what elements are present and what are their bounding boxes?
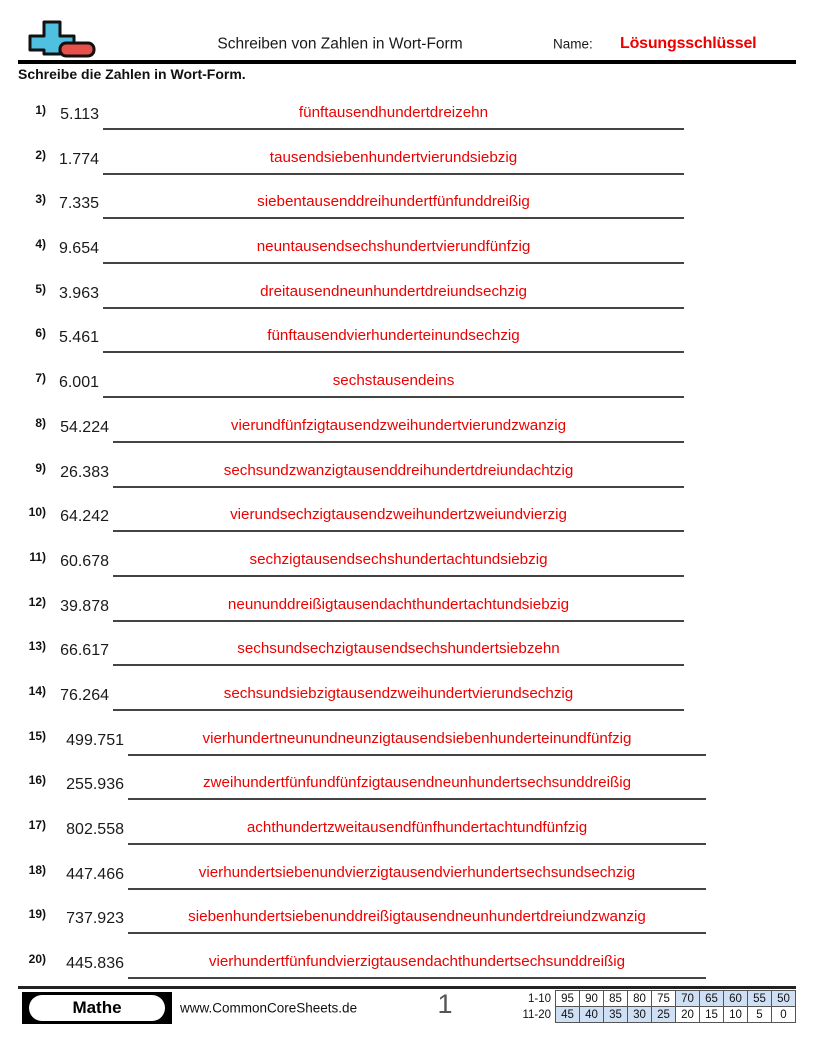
plus-minus-logo-icon xyxy=(18,20,104,60)
problem-index xyxy=(10,319,46,349)
answer-line[interactable] xyxy=(128,726,706,756)
problem-index xyxy=(10,677,46,707)
problem-index-label: 11) xyxy=(29,549,46,564)
answer-text: zweihundertfünfundfünfzigtausendneunhundertsechsunddreißig xyxy=(202,774,632,792)
answer-text: sechsundzwanzigtausenddreihundertdreiundachtzig xyxy=(223,461,574,479)
problem-number-value: 445.836 xyxy=(66,955,124,973)
subject-label: Mathe xyxy=(29,995,165,1021)
answer-text: sechzigtausendsechshundertachtundsiebzig xyxy=(249,550,548,568)
problem-row xyxy=(0,498,816,543)
score-cell: 25 xyxy=(651,1006,676,1023)
score-cell: 80 xyxy=(627,990,652,1007)
problem-index-label: 1) xyxy=(35,103,46,117)
score-cell: 45 xyxy=(555,1006,580,1023)
problem-index-label: 10) xyxy=(28,505,46,520)
answer-line[interactable] xyxy=(128,815,706,845)
answer-line[interactable] xyxy=(128,904,706,934)
problem-index xyxy=(10,96,46,126)
page-title: Schreiben von Zahlen in Wort-Form xyxy=(217,35,463,53)
problem-index-label: 20) xyxy=(28,952,46,967)
answer-line[interactable] xyxy=(113,592,684,622)
problem-row xyxy=(0,141,816,186)
answer-text: sechstausendeins xyxy=(332,372,455,390)
problem-index xyxy=(10,275,46,305)
problem-index xyxy=(10,588,46,618)
problem-number-value: 9.654 xyxy=(58,240,99,258)
problem-index xyxy=(10,856,46,886)
problem-index xyxy=(10,185,46,215)
answer-text: fünftausendhundertdreizehn xyxy=(298,104,489,121)
answer-line[interactable] xyxy=(113,681,684,711)
problem-index xyxy=(10,900,46,930)
answer-line[interactable] xyxy=(103,100,684,130)
problem-index xyxy=(10,454,46,484)
answer-text: vierhundertneunundneunzigtausendsiebenhunderteinundfünfzig xyxy=(202,729,632,747)
problem-index xyxy=(10,230,46,260)
score-cell: 70 xyxy=(675,990,700,1007)
answer-line[interactable] xyxy=(113,458,684,488)
problem-index xyxy=(10,722,46,752)
problem-number-value: 499.751 xyxy=(66,731,124,749)
score-cell: 35 xyxy=(603,1006,628,1023)
problem-number-value: 737.923 xyxy=(66,910,124,928)
problem-index-label: 6) xyxy=(35,326,46,341)
score-row-label: 11-20 xyxy=(522,1009,551,1021)
problem-index-label: 14) xyxy=(28,683,46,698)
answer-line[interactable] xyxy=(128,860,706,890)
answer-line[interactable] xyxy=(113,547,684,577)
problem-index-label: 9) xyxy=(35,460,46,475)
problem-index-label: 3) xyxy=(35,192,46,207)
problem-index-label: 8) xyxy=(35,415,46,430)
problem-number-value: 5.461 xyxy=(58,329,99,347)
problem-number-value: 255.936 xyxy=(66,776,124,794)
problem-index-label: 2) xyxy=(35,147,46,162)
problem-row xyxy=(0,722,816,767)
problem-number-value: 39.878 xyxy=(60,597,109,615)
problem-index-label: 4) xyxy=(35,237,46,252)
problem-row xyxy=(0,185,816,230)
answer-line[interactable] xyxy=(103,279,684,309)
page-number: 1 xyxy=(437,989,453,1019)
problem-row xyxy=(0,409,816,454)
score-cell: 20 xyxy=(675,1006,700,1023)
site-url: www.CommonCoreSheets.de xyxy=(180,1000,358,1016)
page-header xyxy=(0,0,816,68)
answer-text: neuntausendsechshundertvierundfünfzig xyxy=(256,238,531,256)
problem-index-label: 17) xyxy=(28,818,46,832)
problem-number-value: 66.617 xyxy=(60,642,109,660)
answer-line[interactable] xyxy=(113,502,684,532)
problem-number-value: 447.466 xyxy=(66,865,124,883)
answer-text: neununddreißigtausendachthundertachtundsiebzig xyxy=(227,595,570,613)
score-key-table xyxy=(510,991,796,1023)
problem-row xyxy=(0,230,816,275)
problem-row xyxy=(0,275,816,320)
score-cell: 75 xyxy=(651,990,676,1007)
page-footer xyxy=(0,986,816,1034)
problem-index-label: 7) xyxy=(35,371,46,386)
answer-line[interactable] xyxy=(103,323,684,353)
footer-divider xyxy=(18,986,796,989)
problem-index xyxy=(10,498,46,528)
problem-index xyxy=(10,632,46,662)
answer-line[interactable] xyxy=(103,189,684,219)
answer-line[interactable] xyxy=(128,770,706,800)
answer-text: achthundertzweitausendfünfhundertachtundfünfzig xyxy=(246,819,588,836)
score-cell: 95 xyxy=(555,990,580,1007)
problem-index xyxy=(10,811,46,841)
score-cell: 0 xyxy=(771,1006,796,1023)
problem-row xyxy=(0,632,816,677)
problem-row xyxy=(0,364,816,409)
score-cell: 10 xyxy=(723,1006,748,1023)
score-row xyxy=(510,1007,796,1023)
score-cell: 85 xyxy=(603,990,628,1007)
answer-text: siebenhundertsiebenunddreißigtausendneunhundertdreiundzwanzig xyxy=(188,908,646,926)
problem-index xyxy=(10,409,46,439)
score-cell: 60 xyxy=(723,990,748,1007)
subject-badge xyxy=(22,992,172,1024)
problem-index xyxy=(10,141,46,171)
problem-row xyxy=(0,588,816,633)
name-label: Name: xyxy=(553,36,593,52)
problem-index-label: 15) xyxy=(28,728,46,743)
problem-index-label: 18) xyxy=(28,862,46,877)
answer-text: vierundsechzigtausendzweihundertzweiundvierzig xyxy=(230,506,567,524)
problem-row xyxy=(0,543,816,588)
answer-text: siebentausenddreihundertfünfunddreißig xyxy=(257,193,530,211)
problem-number-value: 7.335 xyxy=(58,195,99,213)
answer-text: tausendsiebenhundertvierundsiebzig xyxy=(269,148,518,166)
answer-line[interactable] xyxy=(113,413,684,443)
header-divider xyxy=(18,60,796,64)
score-cell: 65 xyxy=(699,990,724,1007)
problem-index xyxy=(10,766,46,796)
problem-number-value: 64.242 xyxy=(60,508,109,526)
answer-text: sechsundsechzigtausendsechshundertsiebzehn xyxy=(237,640,560,658)
answer-line[interactable] xyxy=(103,234,684,264)
score-cell: 55 xyxy=(747,990,772,1007)
problem-row xyxy=(0,900,816,945)
answer-text: vierhundertfünfundvierzigtausendachthundertsechsunddreißig xyxy=(208,953,626,971)
problem-row xyxy=(0,811,816,856)
score-cell: 15 xyxy=(699,1006,724,1023)
score-cell: 90 xyxy=(579,990,604,1007)
problem-row xyxy=(0,766,816,811)
problem-number-value: 26.383 xyxy=(60,463,109,481)
problem-row xyxy=(0,319,816,364)
problem-row xyxy=(0,856,816,901)
score-cell: 30 xyxy=(627,1006,652,1023)
problem-number-value: 54.224 xyxy=(60,418,109,436)
problem-index-label: 5) xyxy=(35,281,46,296)
score-row xyxy=(510,991,796,1007)
instruction-text: Schreibe die Zahlen in Wort-Form. xyxy=(18,66,246,82)
problem-index-label: 13) xyxy=(28,639,46,654)
answer-text: sechsundsiebzigtausendzweihundertvierundsechzig xyxy=(223,684,574,702)
problem-number-value: 3.963 xyxy=(58,284,99,302)
answer-line[interactable] xyxy=(113,636,684,666)
problem-row xyxy=(0,677,816,722)
problem-index-label: 12) xyxy=(28,594,46,609)
problem-number-value: 802.558 xyxy=(66,821,124,838)
answer-line[interactable] xyxy=(103,145,684,175)
problem-number-value: 6.001 xyxy=(58,374,99,392)
problem-number-value: 76.264 xyxy=(60,686,109,704)
problem-number-value: 5.113 xyxy=(60,106,99,123)
problem-index xyxy=(10,543,46,573)
score-cell: 40 xyxy=(579,1006,604,1023)
problem-index xyxy=(10,945,46,975)
problem-row xyxy=(0,96,816,141)
answer-text: dreitausendneunhundertdreiundsechzig xyxy=(260,282,527,300)
problem-number-value: 60.678 xyxy=(60,552,109,570)
problem-list xyxy=(0,96,816,990)
problem-number-value: 1.774 xyxy=(58,150,99,168)
answer-key-label: Lösungsschlüssel xyxy=(620,35,757,52)
answer-text: vierhundertsiebenundvierzigtausendvierhundertsechsundsechzig xyxy=(198,863,636,881)
problem-row xyxy=(0,945,816,990)
score-row-label: 1-10 xyxy=(527,993,551,1005)
answer-line[interactable] xyxy=(128,949,706,979)
answer-line[interactable] xyxy=(103,368,684,398)
problem-index-label: 19) xyxy=(28,907,46,922)
answer-text: fünftausendvierhunderteinundsechzig xyxy=(267,327,520,345)
problem-index xyxy=(10,364,46,394)
problem-index-label: 16) xyxy=(28,773,46,788)
score-cell: 50 xyxy=(771,990,796,1007)
problem-row xyxy=(0,454,816,499)
score-cell: 5 xyxy=(747,1006,772,1023)
answer-text: vierundfünfzigtausendzweihundertvierundzwanzig xyxy=(230,416,567,434)
